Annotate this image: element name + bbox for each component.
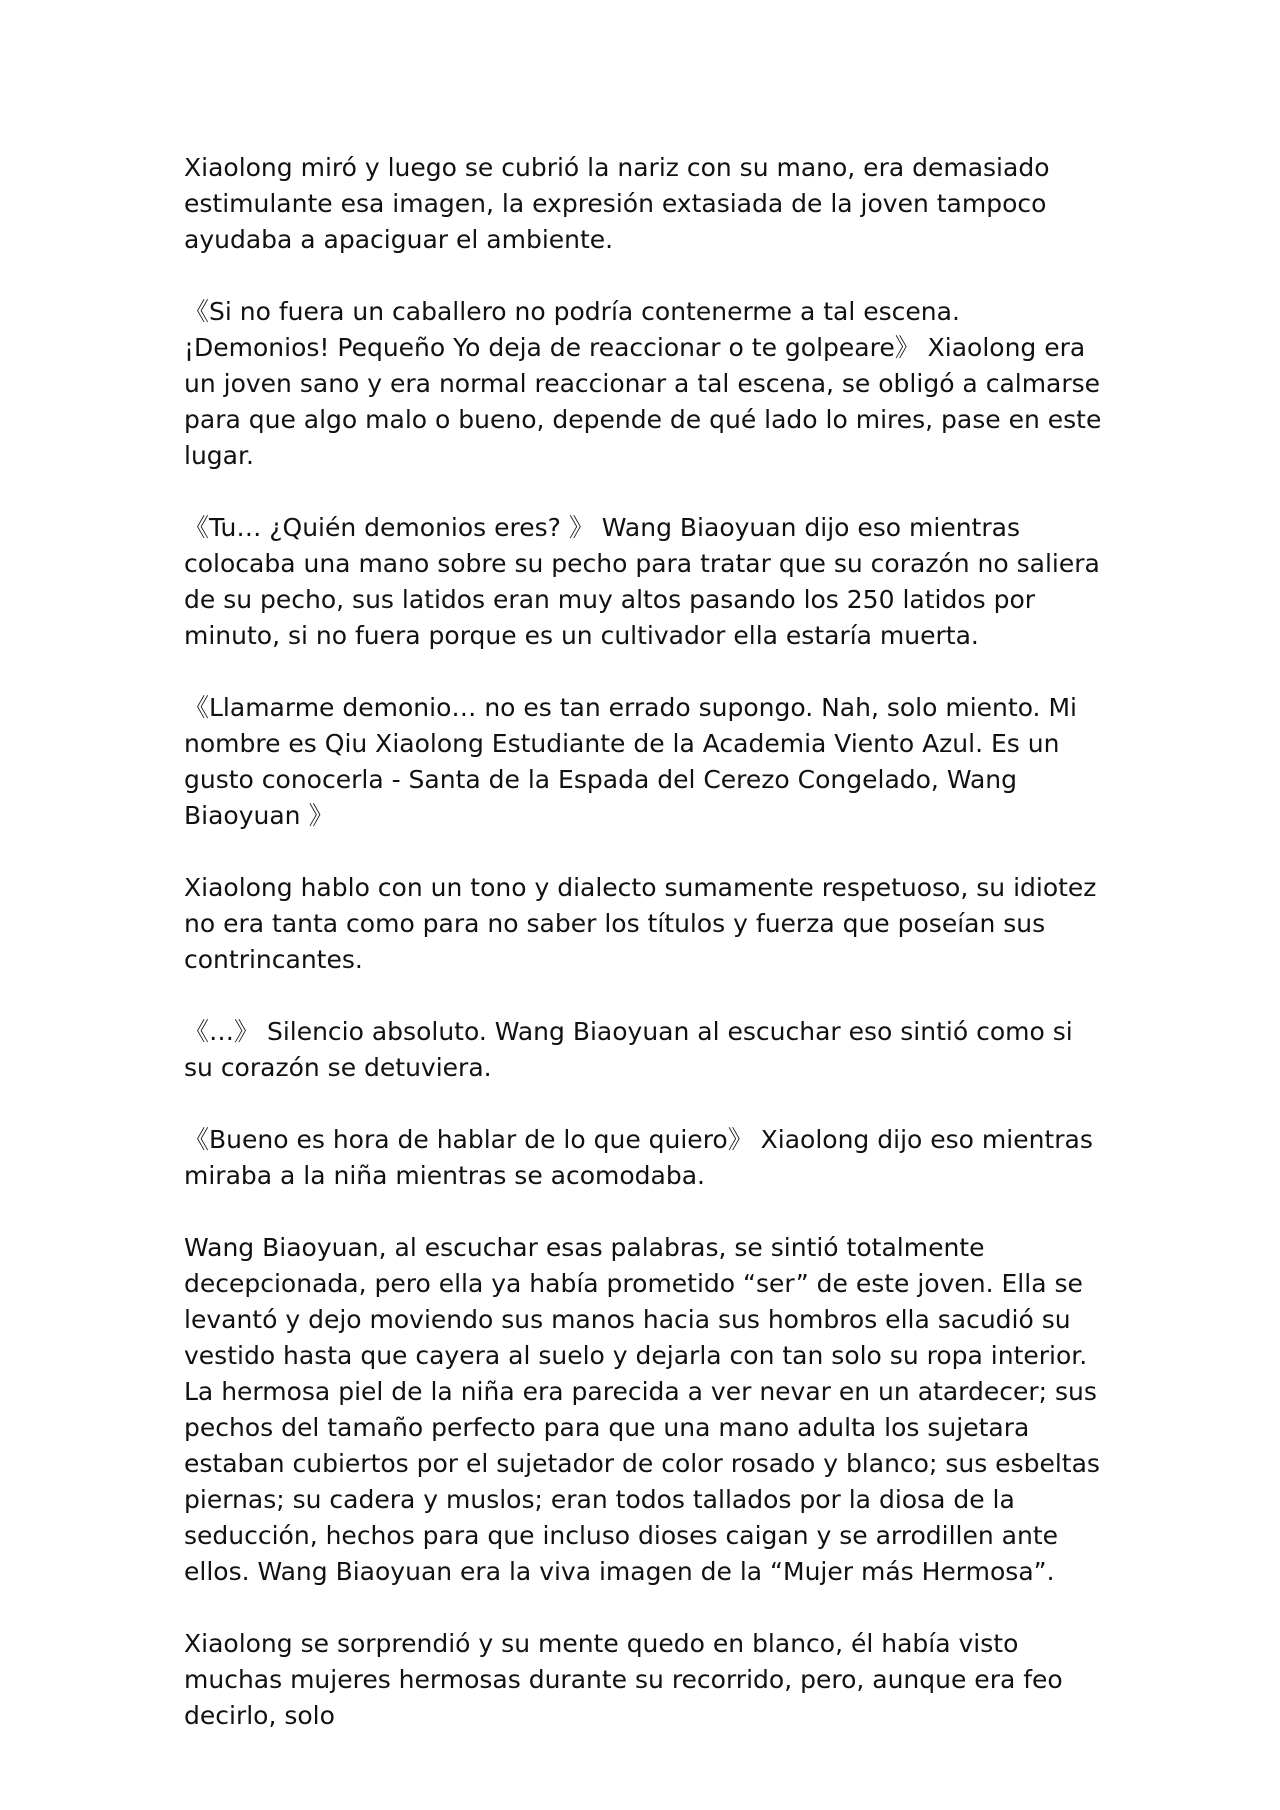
paragraph-8: Wang Biaoyuan, al escuchar esas palabras, se sintió totalmente decepcionada, pero ella ya había prometido “ser” de este joven. Ella se levantó y dejo moviendo sus manos hacia sus hombros ella sacudió su vestido hasta que cayera al suelo y dejarla con tan solo su ropa interior. La hermosa piel de la niña era parecida a ver nevar en un atardecer; sus pechos del tamaño perfecto para que una mano adulta los sujetara estaban cubiertos por el sujetador de color rosado y blanco; sus esbeltas piernas; su cadera y muslos; eran todos tallados por la diosa de la seducción, hechos para que incluso dioses caigan y se arrodillen ante ellos. Wang Biaoyuan era la viva imagen de la “Mujer más Hermosa”.	[184, 1233, 1100, 1586]
paragraph-4: 《Llamarme demonio… no es tan errado supongo. Nah, solo miento. Mi nombre es Qiu Xiaolong Estudiante de la Academia Viento Azul. Es un gusto conocerla - Santa de la Espada del Cerezo Congelado, Wang Biaoyuan 》	[184, 693, 1077, 830]
paragraph-3: 《Tu… ¿Quién demonios eres? 》 Wang Biaoyuan dijo eso mientras colocaba una mano sobre su pecho para tratar que su corazón no saliera de su pecho, sus latidos eran muy altos pasando los 250 latidos por minuto, si no fuera porque es un cultivador ella estaría muerta.	[184, 513, 1100, 650]
paragraph-5: Xiaolong hablo con un tono y dialecto sumamente respetuoso, su idiotez no era tanta como para no saber los títulos y fuerza que poseían sus contrincantes.	[184, 873, 1097, 974]
paragraph-9: Xiaolong se sorprendió y su mente quedo en blanco, él había visto muchas mujeres hermosas durante su recorrido, pero, aunque era feo decirlo, solo	[184, 1629, 1063, 1730]
paragraph-1: Xiaolong miró y luego se cubrió la nariz con su mano, era demasiado estimulante esa imagen, la expresión extasiada de la joven tampoco ayudaba a apaciguar el ambiente.	[184, 153, 1050, 254]
paragraph-6: 《…》 Silencio absoluto. Wang Biaoyuan al escuchar eso sintió como si su corazón se detuviera.	[184, 1017, 1073, 1082]
paragraph-7: 《Bueno es hora de hablar de lo que quiero》 Xiaolong dijo eso mientras miraba a la niña mientras se acomodaba.	[184, 1125, 1093, 1190]
paragraph-2: 《Si no fuera un caballero no podría contenerme a tal escena. ¡Demonios! Pequeño Yo deja de reaccionar o te golpeare》 Xiaolong era un joven sano y era normal reaccionar a tal escena, se obligó a calmarse para que algo malo o bueno, depende de qué lado lo mires, pase en este lugar.	[184, 297, 1102, 470]
body-text	[184, 150, 1104, 1770]
